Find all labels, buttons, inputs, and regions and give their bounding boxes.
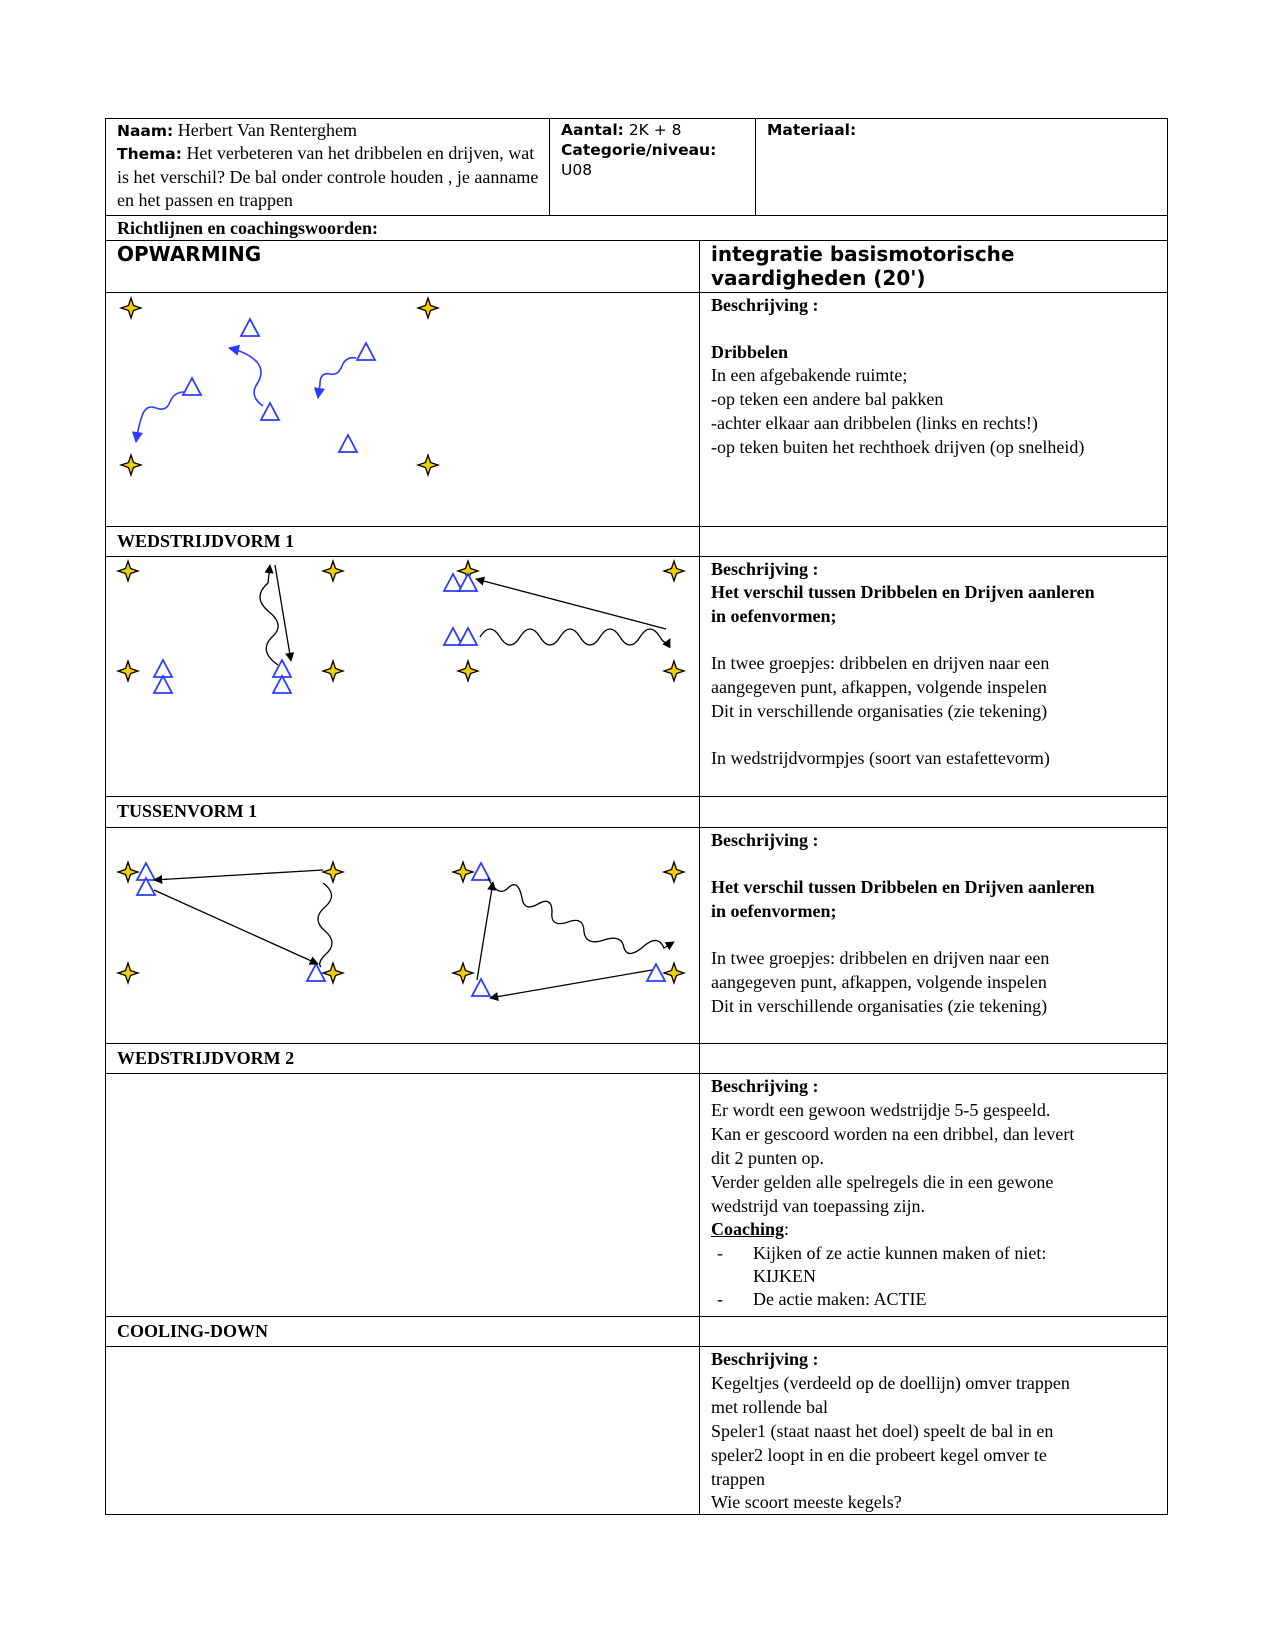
player-icon — [357, 343, 375, 360]
naam-value: Herbert Van Renterghem — [177, 120, 358, 140]
opwarming-line-1: In een afgebakende ruimte; — [711, 365, 908, 385]
player-icon — [444, 628, 462, 645]
player-icon — [307, 964, 325, 981]
wedstrijdvorm2-line-2: Kan er gescoord worden na een dribbel, dan levert — [711, 1124, 1075, 1144]
player-icon — [154, 676, 172, 693]
player-icon — [459, 574, 477, 591]
aantal-label: Aantal: — [561, 121, 624, 139]
coaching-bullet-1: Kijken of ze actie kunnen maken of niet: — [753, 1243, 1047, 1263]
player-icon — [241, 319, 259, 336]
tussenvorm1-bold-1: Het verschil tussen Dribbelen en Drijven aanleren — [711, 877, 1095, 897]
tussenvorm1-line-1: In twee groepjes: dribbelen en drijven naar een — [711, 948, 1050, 968]
wedstrijdvorm2-line-4: Verder gelden alle spelregels die in een gewone — [711, 1172, 1054, 1192]
dribble-path — [136, 392, 184, 442]
categorie-value: U08 — [561, 161, 593, 179]
coolingdown-beschrijving: Beschrijving : — [711, 1349, 819, 1369]
cone-icon — [453, 963, 473, 983]
wedstrijdvorm1-line-1: In twee groepjes: dribbelen en drijven naar een — [711, 653, 1050, 673]
cone-icon — [121, 298, 141, 318]
wedstrijdvorm1-line-3: Dit in verschillende organisaties (zie tekening) — [711, 701, 1048, 721]
dribble-path — [318, 883, 332, 967]
wedstrijdvorm1-beschrijving: Beschrijving : — [711, 559, 819, 579]
coolingdown-line-3: Speler1 (staat naast het doel) speelt de bal in en — [711, 1421, 1054, 1441]
cone-icon — [664, 963, 684, 983]
wedstrijdvorm2-beschrijving: Beschrijving : — [711, 1076, 819, 1096]
cone-icon — [664, 862, 684, 882]
pass-line — [477, 882, 493, 980]
coaching-bullet — [711, 1242, 1151, 1311]
pass-line — [154, 890, 318, 964]
wedstrijdvorm1-diagram — [108, 557, 698, 795]
dribble-path — [229, 348, 263, 406]
tussenvorm1-diagram — [108, 828, 698, 1042]
thema-value: Het verbeteren van het dribbelen en drijven, wat is het verschil? De bal onder controle houden , je aanname en het passen en trappen — [117, 143, 539, 210]
cone-icon — [418, 455, 438, 475]
cone-icon — [118, 963, 138, 983]
cone-icon — [458, 661, 478, 681]
thema-label: Thema: — [117, 145, 182, 163]
header-aantal — [561, 120, 751, 140]
aantal-value: 2K + 8 — [628, 121, 682, 139]
tussenvorm1-bold-2: in oefenvormen; — [711, 901, 837, 921]
player-icon — [472, 979, 490, 996]
coaching-heading — [711, 1218, 789, 1241]
player-icon — [647, 964, 665, 981]
opwarming-beschrijving: Beschrijving : — [711, 295, 819, 315]
tussenvorm1-label: TUSSENVORM 1 — [117, 801, 258, 821]
cone-icon — [453, 862, 473, 882]
player-icon — [273, 676, 291, 693]
coolingdown-line-5: trappen — [711, 1469, 765, 1489]
header-thema — [117, 142, 542, 212]
categorie-label: Categorie/niveau: — [561, 141, 717, 159]
dribble-path — [480, 629, 670, 645]
coaching-bullet-2: De actie maken: ACTIE — [753, 1289, 927, 1309]
header-naam — [117, 119, 542, 143]
coaching-label: Coaching — [711, 1219, 785, 1239]
player-icon — [472, 863, 490, 880]
coaching-colon: : — [784, 1219, 790, 1239]
opwarming-line-4: -op teken buiten het rechthoek drijven (op snelheid) — [711, 437, 1085, 457]
wedstrijdvorm2-line-1: Er wordt een gewoon wedstrijdje 5-5 gespeeld. — [711, 1100, 1051, 1120]
coaching-bullet-1-cont: KIJKEN — [753, 1266, 816, 1286]
tussenvorm1-line-2: aangegeven punt, afkappen, volgende inspelen — [711, 972, 1047, 992]
opwarming-line-3: -achter elkaar aan dribbelen (links en rechts!) — [711, 413, 1038, 433]
player-icon — [183, 378, 201, 395]
opwarming-label: OPWARMING — [117, 242, 262, 266]
cone-icon — [323, 661, 343, 681]
player-icon — [444, 574, 462, 591]
opwarming-subtitle: Dribbelen — [711, 342, 789, 362]
dribble-path — [488, 878, 674, 954]
coolingdown-label: COOLING-DOWN — [117, 1321, 269, 1341]
cone-icon — [323, 862, 343, 882]
cone-icon — [118, 661, 138, 681]
opwarming-title-line1: integratie basismotorische — [711, 242, 1015, 266]
cone-icon — [323, 963, 343, 983]
pass-line — [154, 870, 323, 880]
tussenvorm1-beschrijving: Beschrijving : — [711, 830, 819, 850]
cone-icon — [121, 455, 141, 475]
player-icon — [339, 435, 357, 452]
coolingdown-line-2: met rollende bal — [711, 1397, 828, 1417]
wedstrijdvorm2-line-3: dit 2 punten op. — [711, 1148, 824, 1168]
wedstrijdvorm1-label: WEDSTRIJDVORM 1 — [117, 531, 295, 551]
wedstrijdvorm2-line-5: wedstrijd van toepassing zijn. — [711, 1196, 925, 1216]
coolingdown-line-6: Wie scoort meeste kegels? — [711, 1492, 902, 1512]
wedstrijdvorm1-bold-1: Het verschil tussen Dribbelen en Drijven aanleren — [711, 582, 1095, 602]
cone-icon — [323, 561, 343, 581]
materiaal-label: Materiaal: — [767, 121, 857, 139]
pass-line — [275, 565, 291, 661]
pass-line — [476, 579, 666, 629]
wedstrijdvorm1-extra: In wedstrijdvormpjes (soort van estafettevorm) — [711, 748, 1050, 768]
opwarming-line-2: -op teken een andere bal pakken — [711, 389, 944, 409]
player-icon — [459, 628, 477, 645]
cone-icon — [418, 298, 438, 318]
dribble-path — [260, 565, 278, 665]
cone-icon — [118, 561, 138, 581]
bullet-dash: - — [717, 1289, 723, 1309]
richtlijnen-heading: Richtlijnen en coachingswoorden: — [117, 218, 378, 238]
cone-icon — [664, 561, 684, 581]
coolingdown-line-1: Kegeltjes (verdeeld op de doellijn) omver trappen — [711, 1373, 1070, 1393]
opwarming-title-line2: vaardigheden (20') — [711, 266, 926, 290]
pass-line — [490, 970, 652, 998]
wedstrijdvorm1-line-2: aangegeven punt, afkappen, volgende inspelen — [711, 677, 1047, 697]
dribble-path — [318, 358, 356, 398]
coolingdown-line-4: speler2 loopt in en die probeert kegel omver te — [711, 1445, 1047, 1465]
player-icon — [261, 403, 279, 420]
cone-icon — [664, 661, 684, 681]
bullet-dash: - — [717, 1243, 723, 1263]
opwarming-diagram — [108, 294, 698, 524]
naam-label: Naam: — [117, 122, 174, 140]
wedstrijdvorm1-bold-2: in oefenvormen; — [711, 606, 837, 626]
tussenvorm1-line-3: Dit in verschillende organisaties (zie tekening) — [711, 996, 1048, 1016]
wedstrijdvorm2-label: WEDSTRIJDVORM 2 — [117, 1048, 295, 1068]
cone-icon — [118, 862, 138, 882]
